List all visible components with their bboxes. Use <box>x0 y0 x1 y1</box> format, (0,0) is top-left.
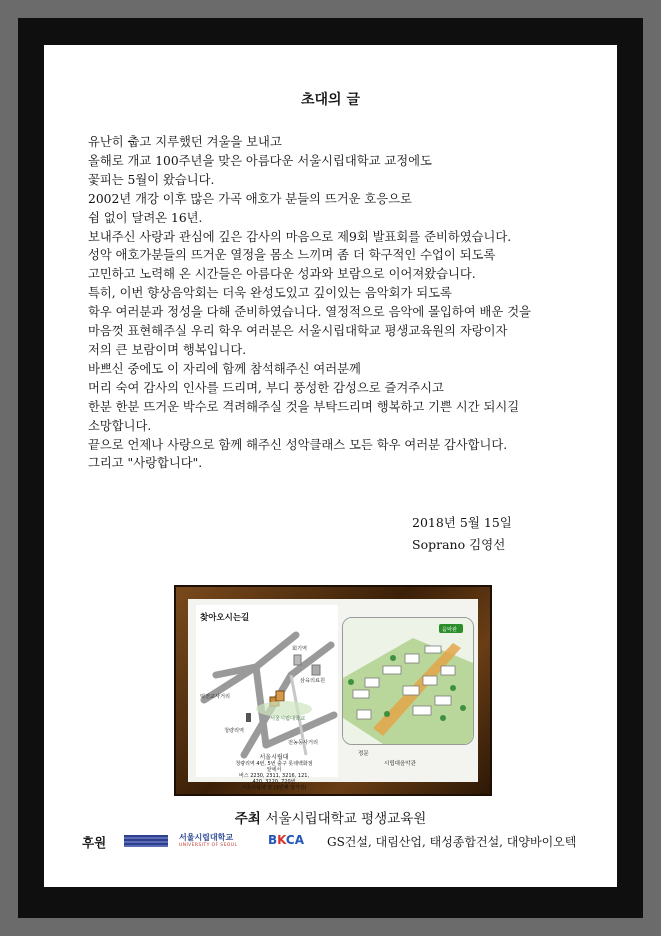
host-label: 주최 <box>234 811 261 827</box>
uos-logo-en: UNIVERSITY OF SEOUL <box>179 843 238 848</box>
label-hoegi: 회기역 <box>292 646 308 652</box>
label-university: 서울시립대학교 <box>270 716 306 722</box>
letter-line: 특히, 이번 향상음악회는 더욱 완성도있고 깊이있는 음악회가 되도록 <box>88 286 452 301</box>
host-name: 서울시립대학교 평생교육원 <box>265 811 427 827</box>
letter-date: 2018년 5월 15일 <box>412 515 512 530</box>
letter-title: 초대의 글 <box>301 92 360 108</box>
label-gate: 정문 <box>358 751 369 757</box>
map-caption-title: 서울시립대 <box>259 754 289 761</box>
sponsor-names: GS건설, 대림산업, 태성종합건설, 대양바이오텍 <box>327 835 577 849</box>
sponsor-logo-stripes <box>124 835 168 847</box>
letter-body <box>88 133 608 473</box>
map-heading: 찾아오시는길 <box>200 613 250 623</box>
map-caption-line: 청량리역 4번, 5번 출구 롯데백화점 앞에서 <box>235 761 313 773</box>
letter-line: 그리고 "사랑합니다". <box>88 456 203 471</box>
bkca-logo-rest: CA <box>285 833 305 847</box>
campus-map-svg <box>343 618 473 744</box>
uos-logo <box>179 832 255 850</box>
letter-line: 소망합니다. <box>88 418 152 433</box>
letter-line: 바쁘신 중에도 이 자리에 함께 참석해주신 여러분께 <box>88 361 361 376</box>
label-jeonnong: 전농동사거리 <box>288 740 319 746</box>
letter-line: 꽃피는 5월이 왔습니다. <box>88 172 215 187</box>
letter-page <box>44 45 617 887</box>
map-caption-line: 버스 2230, 2311, 3216, 121, 420, 3220, 720번 <box>238 773 310 785</box>
map-picture-frame <box>174 585 492 796</box>
letter-line: 한분 한분 뜨거운 박수로 격려해주실 것을 부탁드리며 행복하고 기쁜 시간 되시길 <box>88 399 520 414</box>
letter-line: 끝으로 언제나 사랑으로 함께 해주신 성악클래스 모든 학우 여러분 감사합니다. <box>88 437 508 452</box>
map-caption <box>234 755 314 791</box>
road-map <box>196 605 338 791</box>
letter-line: 마음껏 표현해주실 우리 학우 여러분은 서울시립대학교 평생교육원의 자랑이자 <box>88 324 508 339</box>
letter-line: 고민하고 노력해 온 시간들은 아름다운 성과와 보람으로 이어져왔습니다. <box>88 267 476 282</box>
letter-line: 올해로 개교 100주년을 맞은 아름다운 서울시립대학교 교정에도 <box>88 153 432 168</box>
sponsor-row <box>82 833 622 851</box>
uos-logo-kr: 서울시립대학교 <box>179 833 234 842</box>
bkca-logo-b: B <box>268 833 278 847</box>
map-panel <box>188 599 478 791</box>
road-map-svg <box>196 605 338 777</box>
label-music-hall: 시립대음악관 <box>384 761 416 767</box>
bkca-logo <box>268 833 304 847</box>
campus-map <box>342 617 474 745</box>
sponsor-label: 후원 <box>82 835 107 850</box>
letter-line: 쉼 없이 달려온 16년. <box>88 210 203 225</box>
letter-line: 2002년 개강 이후 많은 가곡 애호가 분들의 뜨거운 호응으로 <box>88 191 412 206</box>
map-caption-line: 서울시립대 앞 (3번째 정거장) <box>241 785 307 791</box>
letter-line: 보내주신 사랑과 관심에 깊은 감사의 마음으로 제9회 발표회를 준비하였습니다. <box>88 229 512 244</box>
label-cheongnyangni: 청량리역 <box>224 728 245 734</box>
bkca-logo-k: K <box>277 833 286 847</box>
label-dapsimni: 떡전교사거리 <box>200 694 231 700</box>
letter-signer: Soprano 김영선 <box>412 537 506 552</box>
host-line <box>44 807 617 827</box>
letter-line: 저의 큰 보람이며 행복입니다. <box>88 342 247 357</box>
label-sangwon: 삼육의료원 <box>300 678 326 684</box>
letter-line: 학우 여러분과 정성을 다해 준비하였습니다. 열정적으로 음악에 몰입하여 배운 것을 <box>88 305 531 320</box>
campus-tag: 음악관 <box>442 627 458 633</box>
letter-line: 성악 애호가분들의 뜨거운 열정을 몸소 느끼며 좀 더 학구적인 수업이 되도록 <box>88 248 496 263</box>
letter-line: 머리 숙여 감사의 인사를 드리며, 부디 풍성한 감성으로 즐겨주시고 <box>88 380 444 395</box>
letter-line: 유난히 춥고 지루했던 겨울을 보내고 <box>88 135 282 149</box>
